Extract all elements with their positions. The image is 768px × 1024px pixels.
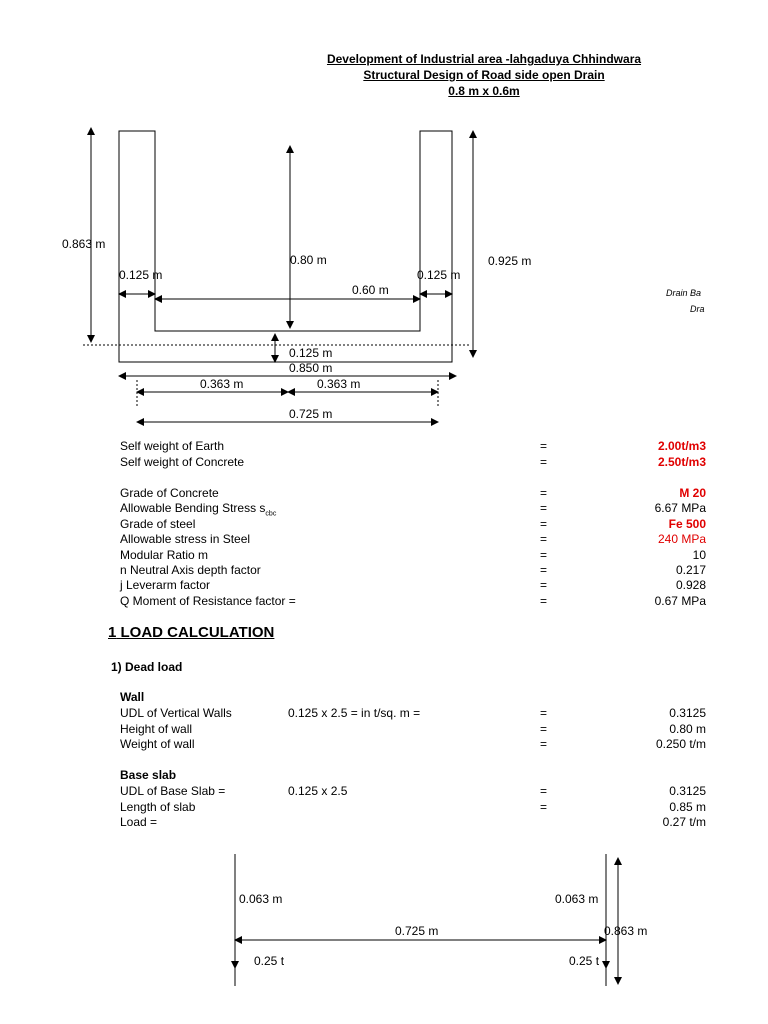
title-line-2: Structural Design of Road side open Drain: [363, 68, 605, 82]
label-overall: 0.850 m: [289, 361, 333, 375]
wall-row-label: Height of wall: [120, 722, 193, 736]
prop-eq: =: [540, 532, 548, 546]
label-inner-width: 0.60 m: [352, 283, 389, 297]
title-line-3: 0.8 m x 0.6m: [448, 84, 520, 98]
slab-row-label: Load =: [120, 815, 158, 829]
wall-row-value: 0.80 m: [669, 722, 706, 736]
prop-subscript: cbc: [265, 510, 277, 518]
prop-eq: =: [540, 578, 548, 592]
prop-eq: =: [540, 486, 548, 500]
prop-value: 2.00t/m3: [657, 439, 706, 453]
prop-value: 0.67 MPa: [654, 594, 706, 608]
slab-row-label: Length of slab: [120, 800, 196, 814]
drain-outline: [119, 131, 452, 362]
prop-eq: =: [540, 501, 548, 515]
side-note-2: Dra: [690, 304, 705, 314]
slab-row-formula: 0.125 x 2.5: [288, 784, 348, 798]
prop-eq: =: [540, 439, 548, 453]
slab-row-label: UDL of Base Slab =: [120, 784, 226, 798]
prop-eq: =: [540, 517, 548, 531]
prop-value: 0.928: [675, 578, 706, 592]
prop-label: Allowable Bending Stress s: [120, 501, 266, 515]
prop-value: 0.217: [675, 563, 706, 577]
prop-label: Grade of Concrete: [120, 486, 219, 500]
label-inner-height: 0.80 m: [290, 253, 327, 267]
label-wall-left: 0.125 m: [119, 268, 163, 282]
section-heading: [108, 624, 274, 641]
wall-row-value: 0.250 t/m: [655, 737, 706, 751]
wall-row-eq: =: [540, 722, 548, 736]
slab-row-value: 0.3125: [669, 784, 706, 798]
prop-label: Self weight of Earth: [120, 439, 225, 453]
wall-row-eq: =: [540, 737, 548, 751]
wall-row-formula: 0.125 x 2.5 = in t/sq. m =: [288, 706, 421, 720]
label-half-right: 0.363 m: [317, 377, 361, 391]
prop-label: Modular Ratio m: [120, 548, 209, 562]
base-slab-heading: Base slab: [120, 768, 177, 782]
wall-row-value: 0.3125: [669, 706, 706, 720]
load-left-value: 0.25 t: [254, 954, 285, 968]
prop-label: Grade of steel: [120, 517, 196, 531]
slab-row-eq: =: [540, 800, 548, 814]
slab-row-eq: =: [540, 784, 548, 798]
label-outer-right: 0.925 m: [488, 254, 532, 268]
prop-eq: =: [540, 548, 548, 562]
section-title: LOAD CALCULATION: [120, 624, 275, 641]
load-right-offset: 0.063 m: [555, 892, 599, 906]
prop-value: 240 MPa: [657, 532, 706, 546]
wall-row-label: Weight of wall: [120, 737, 195, 751]
label-base-thick: 0.125 m: [289, 346, 333, 360]
label-half-left: 0.363 m: [200, 377, 244, 391]
title-line-1: Development of Industrial area -lahgaduya Chhindwara: [326, 52, 642, 66]
prop-label-bending: [120, 501, 276, 517]
prop-label: Allowable stress in Steel: [120, 532, 251, 546]
prop-label: j Leverarm factor: [120, 578, 211, 592]
section-number: 1: [108, 624, 117, 641]
section-subheading: 1) Dead load: [111, 660, 183, 674]
label-centre-span: 0.725 m: [289, 407, 333, 421]
load-diagram: [0, 844, 768, 1024]
side-note-1: Drain Ba: [666, 288, 702, 298]
slab-row-value: 0.27 t/m: [662, 815, 706, 829]
prop-value: M 20: [679, 486, 706, 500]
wall-row-eq: =: [540, 706, 548, 720]
load-right-value: 0.25 t: [569, 954, 600, 968]
label-wall-right: 0.125 m: [417, 268, 461, 282]
wall-heading: Wall: [120, 690, 145, 704]
load-span: 0.725 m: [395, 924, 439, 938]
load-left-offset: 0.063 m: [239, 892, 283, 906]
prop-eq: =: [540, 563, 548, 577]
prop-value: Fe 500: [668, 517, 706, 531]
prop-value: 6.67 MPa: [654, 501, 706, 515]
wall-row-label: UDL of Vertical Walls: [120, 706, 232, 720]
prop-eq: =: [540, 455, 548, 469]
prop-label: Q Moment of Resistance factor =: [120, 594, 296, 608]
drain-cross-section-drawing: [0, 0, 768, 440]
prop-label: n Neutral Axis depth factor: [120, 563, 261, 577]
prop-value: 10: [692, 548, 706, 562]
prop-value: 2.50t/m3: [657, 455, 706, 469]
slab-row-value: 0.85 m: [669, 800, 706, 814]
prop-label: Self weight of Concrete: [120, 455, 245, 469]
label-outer-left: 0.863 m: [62, 237, 106, 251]
load-height: 0.863 m: [604, 924, 648, 938]
prop-eq: =: [540, 594, 548, 608]
